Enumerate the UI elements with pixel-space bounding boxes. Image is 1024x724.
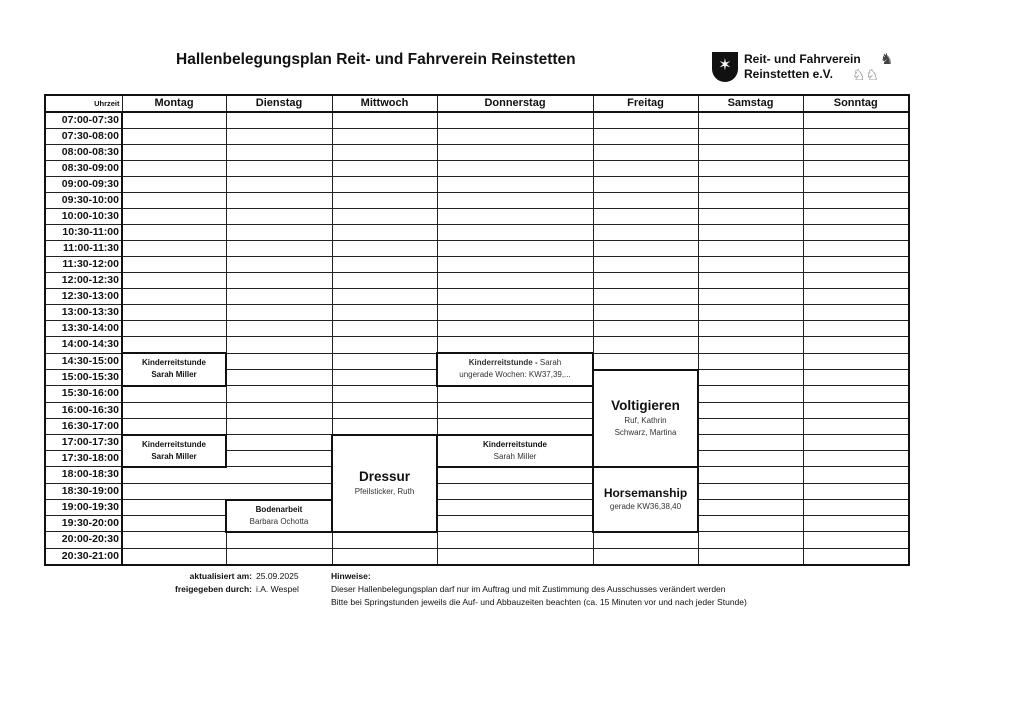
schedule-cell [332,353,437,370]
schedule-cell [332,402,437,418]
table-row [45,548,909,565]
time-slot: 11:30-12:00 [45,257,122,273]
schedule-cell [803,305,909,321]
schedule-cell [437,257,593,273]
table-row [45,532,909,549]
schedule-cell [332,321,437,337]
schedule-cell [593,241,698,257]
schedule-cell [122,241,226,257]
schedule-cell [437,273,593,289]
schedule-cell [332,273,437,289]
schedule-cell [226,418,332,435]
schedule-cell [698,402,803,418]
schedule-cell [803,273,909,289]
schedule-cell [698,225,803,241]
event-title: Voltigieren [611,398,680,413]
table-row [45,467,909,484]
schedule-cell [698,193,803,209]
table-row [45,305,909,321]
schedule-cell [593,257,698,273]
time-slot: 12:00-12:30 [45,273,122,289]
schedule-cell [698,532,803,549]
event-thu-1430 [437,353,593,386]
schedule-cell [803,289,909,305]
time-slot: 20:30-21:00 [45,548,122,565]
day-header-dienstag: Dienstag [226,95,332,112]
schedule-cell [437,112,593,129]
schedule-cell [226,370,332,386]
schedule-cell [803,467,909,484]
schedule-cell [332,193,437,209]
event-subtitle: Pfeilsticker, Ruth [354,487,415,496]
table-row [45,177,909,193]
table-row [45,129,909,145]
schedule-cell [226,225,332,241]
event-title-line [438,357,592,369]
schedule-cell [698,483,803,500]
schedule-cell [437,145,593,161]
day-header-freitag: Freitag [593,95,698,112]
day-header-montag: Montag [122,95,226,112]
schedule-cell [698,305,803,321]
time-slot: 18:00-18:30 [45,467,122,484]
schedule-cell [122,548,226,565]
event-title: Bodenarbeit [255,504,303,514]
table-row [45,193,909,209]
approved-label: freigegeben durch: [175,584,252,594]
schedule-cell [803,112,909,129]
schedule-cell [122,305,226,321]
schedule-cell [226,548,332,565]
schedule-cell [593,548,698,565]
schedule-cell [803,386,909,403]
schedule-cell [122,257,226,273]
updated-value: 25.09.2025 [256,571,299,581]
time-slot: 13:30-14:00 [45,321,122,337]
schedule-cell [803,209,909,225]
event-title-suffix: Sarah [537,358,562,368]
schedule-cell [698,337,803,354]
time-slot: 17:00-17:30 [45,435,122,451]
schedule-cell [226,257,332,273]
table-row [45,257,909,273]
schedule-cell [698,112,803,129]
table-row [45,386,909,403]
schedule-cell [226,353,332,370]
schedule-cell [122,289,226,305]
schedule-cell [593,145,698,161]
time-slot: 20:00-20:30 [45,532,122,549]
time-slot: 09:30-10:00 [45,193,122,209]
time-slot: 18:30-19:00 [45,483,122,500]
schedule-cell [332,209,437,225]
schedule-cell [332,386,437,403]
schedule-cell [332,129,437,145]
event-thu-1700 [437,435,593,467]
schedule-cell [332,225,437,241]
schedule-cell [437,193,593,209]
table-row [45,209,909,225]
schedule-cell [332,257,437,273]
schedule-cell [332,241,437,257]
event-subtitle: ungerade Wochen: KW37,39,... [459,370,571,380]
schedule-cell [226,402,332,418]
event-title: Kinderreitstunde [141,439,206,449]
schedule-cell [437,418,593,435]
event-wed-1700 [332,435,437,532]
schedule-cell [122,193,226,209]
schedule-cell [122,418,226,435]
time-header: Uhrzeit [45,95,122,112]
schedule-cell [226,161,332,177]
schedule-cell [593,129,698,145]
schedule-cell [226,112,332,129]
schedule-cell [332,177,437,193]
schedule-cell [226,289,332,305]
time-slot: 16:30-17:00 [45,418,122,435]
table-row [45,241,909,257]
schedule-cell [437,289,593,305]
time-slot: 14:30-15:00 [45,353,122,370]
schedule-cell [437,209,593,225]
schedule-cell [698,177,803,193]
event-title: Dressur [358,469,411,484]
schedule-cell [698,467,803,484]
schedule-cell-merged [122,467,332,484]
schedule-cell [437,225,593,241]
time-slot: 09:00-09:30 [45,177,122,193]
schedule-cell [593,273,698,289]
schedule-cell [437,532,593,549]
schedule-cell [803,483,909,500]
event-fri-1800 [593,467,698,532]
table-row [45,145,909,161]
schedule-cell [122,112,226,129]
schedule-cell [593,305,698,321]
schedule-cell [332,112,437,129]
schedule-cell [437,177,593,193]
schedule-cell [226,337,332,354]
schedule-cell [698,321,803,337]
schedule-cell [122,145,226,161]
logo-line-1: Reit- und Fahrverein [744,52,861,66]
event-instructor-1: Ruf, Kathrin [624,416,667,425]
schedule-cell [226,145,332,161]
schedule-cell [122,129,226,145]
table-row [45,112,909,129]
schedule-cell [803,145,909,161]
schedule-cell [593,112,698,129]
table-row [45,418,909,435]
schedule-cell [803,193,909,209]
event-title: Kinderreitstunde [482,439,547,449]
schedule-cell [437,500,593,516]
updated-label: aktualisiert am: [189,571,252,581]
table-row [45,161,909,177]
star-shield-icon: ✶ [712,52,738,82]
schedule-cell [437,305,593,321]
schedule-cell [593,161,698,177]
schedule-cell [593,177,698,193]
schedule-cell [122,321,226,337]
schedule-cell [803,177,909,193]
schedule-cell [698,386,803,403]
event-mon-1430 [122,353,226,386]
schedule-cell [698,289,803,305]
schedule-cell [437,337,593,354]
schedule-cell [332,370,437,386]
table-row [45,273,909,289]
schedule-cell [437,467,593,484]
table-row [45,225,909,241]
schedule-cell [226,532,332,549]
table-row [45,516,909,532]
schedule-cell [226,129,332,145]
table-row [45,500,909,516]
schedule-cell [593,337,698,354]
schedule-cell [803,435,909,451]
schedule-cell [437,161,593,177]
header-row [45,95,909,112]
schedule-cell [226,435,332,451]
schedule-cell [122,225,226,241]
schedule-cell [698,451,803,467]
schedule-cell [698,273,803,289]
day-header-sonntag: Sonntag [803,95,909,112]
schedule-cell [226,177,332,193]
time-slot: 07:30-08:00 [45,129,122,145]
schedule-cell [803,500,909,516]
rider-icon: ♞ [880,51,894,68]
event-mon-1700 [122,435,226,467]
schedule-cell [332,548,437,565]
table-row [45,337,909,354]
schedule-cell [803,161,909,177]
schedule-cell [698,500,803,516]
time-slot: 10:30-11:00 [45,225,122,241]
time-slot: 11:00-11:30 [45,241,122,257]
schedule-cell [698,353,803,370]
schedule-cell [226,209,332,225]
event-subtitle: gerade KW36,38,40 [609,502,682,511]
time-slot: 17:30-18:00 [45,451,122,467]
schedule-cell [226,241,332,257]
schedule-cell [437,129,593,145]
schedule-cell [803,337,909,354]
schedule-cell [437,402,593,418]
event-title: Kinderreitstunde - [468,358,538,368]
table-row [45,321,909,337]
schedule-cell [437,386,593,403]
schedule-cell [803,225,909,241]
time-slot: 08:30-09:00 [45,161,122,177]
schedule-cell [803,370,909,386]
logo-line-2: Reinstetten e.V. [744,67,833,81]
day-header-mittwoch: Mittwoch [332,95,437,112]
schedule-cell [226,386,332,403]
schedule-cell [332,289,437,305]
schedule-cell [437,241,593,257]
schedule-cell [226,451,332,467]
schedule-cell [803,451,909,467]
schedule-cell [332,145,437,161]
schedule-cell [803,257,909,273]
schedule-cell [698,418,803,435]
schedule-cell [122,386,226,403]
club-logo [712,50,912,86]
schedule-cell [332,418,437,435]
event-fri-1500 [593,370,698,467]
schedule-cell [593,321,698,337]
event-subtitle: Barbara Ochotta [249,516,309,526]
event-instructor-2: Schwarz, Martina [614,428,677,437]
schedule-cell [122,337,226,354]
schedule-cell [226,321,332,337]
carriage-icon: ♘♘ [852,67,879,84]
day-header-donnerstag: Donnerstag [437,95,593,112]
schedule-cell [593,193,698,209]
approved-value: i.A. Wespel [256,584,299,594]
table-row [45,289,909,305]
table-row [45,435,909,451]
schedule-cell [593,289,698,305]
schedule-cell [226,273,332,289]
time-slot: 19:00-19:30 [45,500,122,516]
schedule-cell [803,402,909,418]
page-title: Hallenbelegungsplan Reit- und Fahrverein Reinstetten [176,51,576,68]
schedule-cell [593,225,698,241]
schedule-cell [698,209,803,225]
schedule-cell [332,532,437,549]
schedule-cell [122,273,226,289]
event-tue-1900 [226,500,332,532]
schedule-cell [332,161,437,177]
schedule-cell [803,129,909,145]
schedule-cell [593,353,698,370]
schedule-cell [226,193,332,209]
schedule-cell [593,532,698,549]
schedule-cell [803,516,909,532]
schedule-cell [122,177,226,193]
footer-notes [331,571,747,610]
schedule-cell [698,548,803,565]
schedule-cell [803,418,909,435]
schedule-cell [437,516,593,532]
note-1: Dieser Hallenbelegungsplan darf nur im Auftrag und mit Zustimmung des Ausschusses verändert werden [331,584,726,594]
time-slot: 14:00-14:30 [45,337,122,354]
schedule-cell [698,241,803,257]
time-slot: 15:30-16:00 [45,386,122,403]
schedule-cell [437,321,593,337]
time-slot: 07:00-07:30 [45,112,122,129]
event-title: Kinderreitstunde [141,358,206,368]
schedule-cell [698,161,803,177]
table-row [45,353,909,370]
time-slot: 16:00-16:30 [45,402,122,418]
table-row [45,402,909,418]
schedule-cell [698,435,803,451]
schedule-table [44,94,910,566]
time-slot: 13:00-13:30 [45,305,122,321]
schedule-cell [698,145,803,161]
schedule-cell [803,321,909,337]
event-subtitle: Sarah Miller [151,451,197,461]
schedule-cell [698,129,803,145]
notes-heading: Hinweise: [331,571,371,581]
schedule-cell [122,209,226,225]
event-subtitle: Sarah Miller [151,370,197,380]
time-slot: 08:00-08:30 [45,145,122,161]
schedule-cell [437,483,593,500]
schedule-cell [803,548,909,565]
event-title: Horsemanship [603,486,688,500]
schedule-cell [698,370,803,386]
schedule-cell [122,161,226,177]
time-slot: 12:30-13:00 [45,289,122,305]
schedule-cell [122,402,226,418]
schedule-cell [122,532,226,549]
time-slot: 15:00-15:30 [45,370,122,386]
footer-meta [130,571,299,597]
schedule-cell [593,209,698,225]
time-slot: 10:00-10:30 [45,209,122,225]
schedule-cell [803,532,909,549]
schedule-cell [332,305,437,321]
schedule-cell [332,337,437,354]
schedule-cell [698,257,803,273]
table-row [45,483,909,500]
note-2: Bitte bei Springstunden jeweils die Auf- und Abbauzeiten beachten (ca. 15 Minuten vor und nach jeder Stunde) [331,597,747,607]
schedule-cell [437,548,593,565]
schedule-cell [226,305,332,321]
time-slot: 19:30-20:00 [45,516,122,532]
schedule-cell [803,241,909,257]
schedule-cell [122,500,226,516]
schedule-cell-merged [122,483,332,500]
day-header-samstag: Samstag [698,95,803,112]
schedule-cell [698,516,803,532]
schedule-cell [803,353,909,370]
event-subtitle: Sarah Miller [493,451,537,461]
schedule-cell [122,516,226,532]
